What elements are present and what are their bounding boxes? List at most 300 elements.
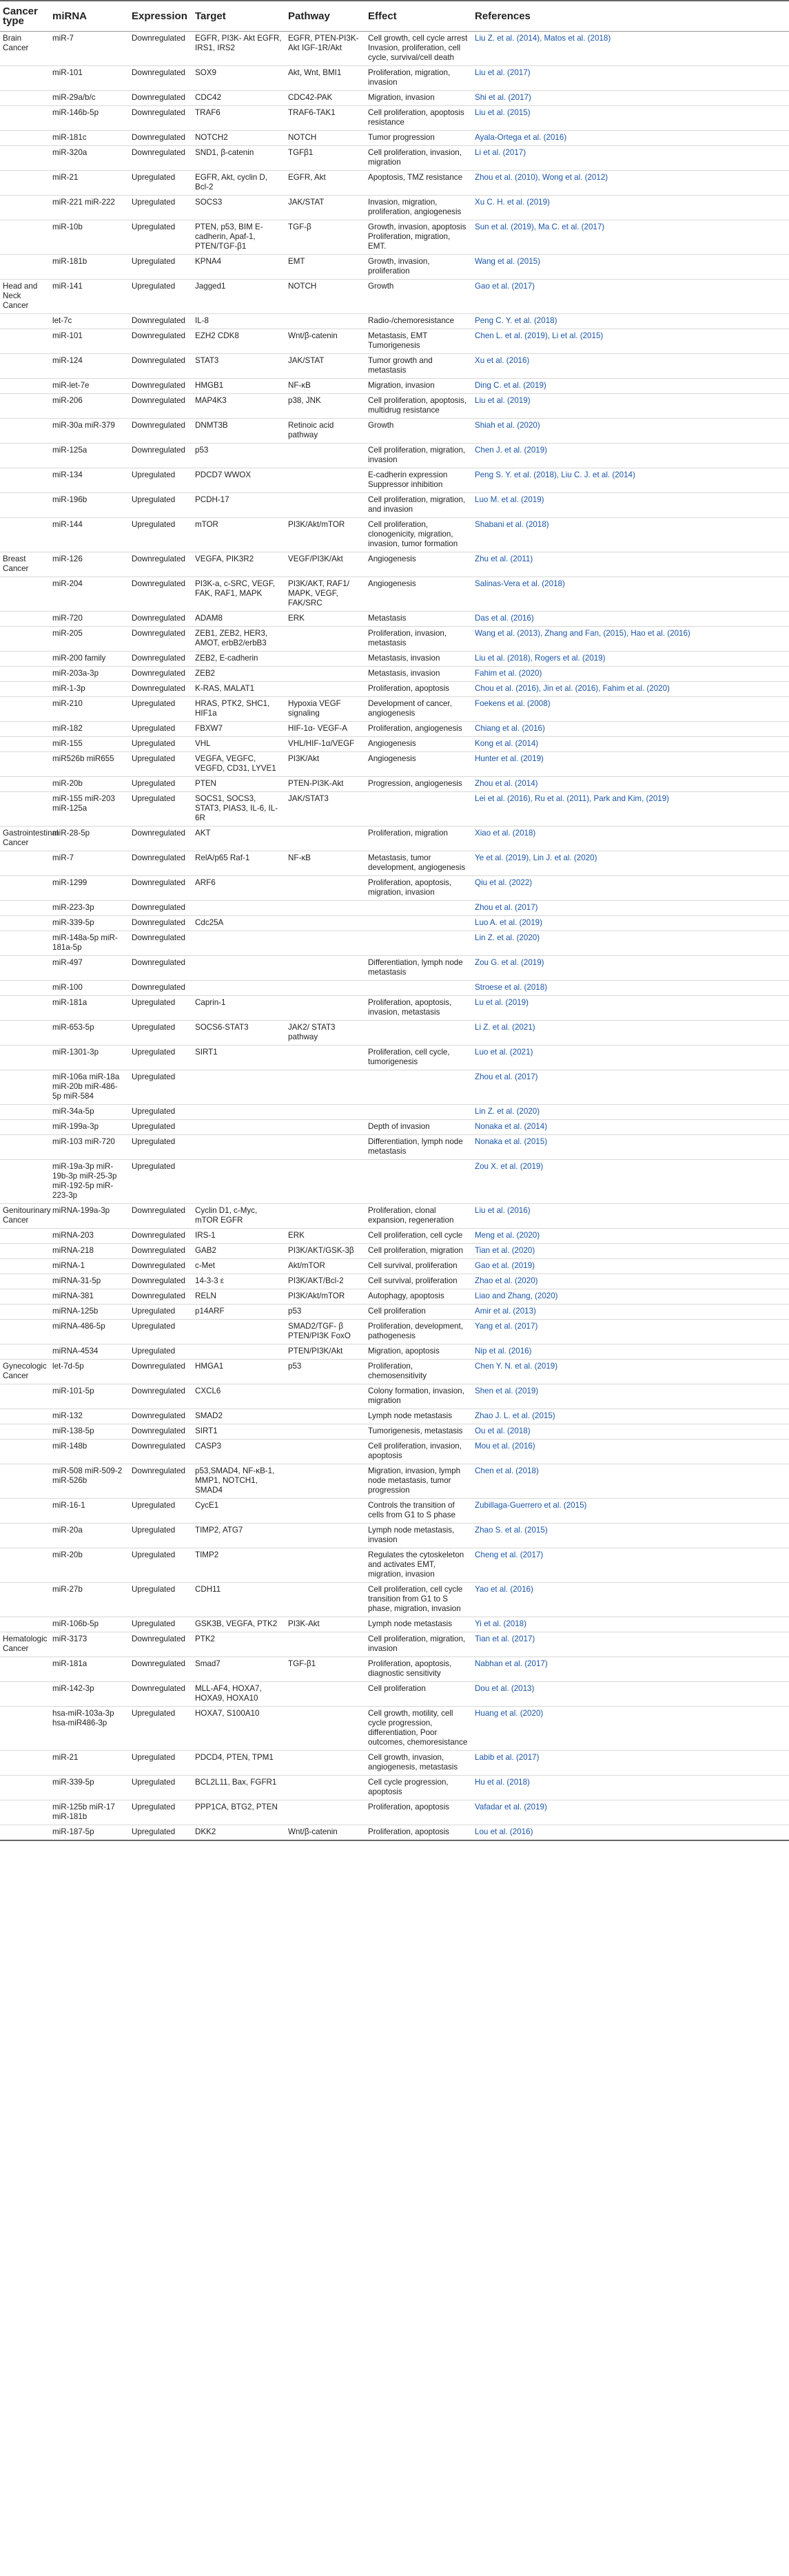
mirna-cell: miR526b miR655 [50, 752, 129, 777]
pathway-cell [285, 493, 365, 518]
target-cell: Jagged1 [192, 280, 285, 314]
expression-cell: Downregulated [129, 916, 192, 931]
effect-cell [365, 1070, 472, 1105]
table-row [0, 667, 789, 682]
expression-cell: Downregulated [129, 66, 192, 91]
mirna-cell: miR-124 [50, 354, 129, 379]
reference-link[interactable]: Lin Z. et al. (2020) [472, 931, 789, 956]
reference-link[interactable]: Luo M. et al. (2019) [472, 493, 789, 518]
target-cell: SOX9 [192, 66, 285, 91]
cancer-type-cell [0, 1135, 50, 1160]
pathway-cell: PI3K/Akt/mTOR [285, 518, 365, 552]
target-cell [192, 1344, 285, 1360]
reference-link[interactable]: Labib et al. (2017) [472, 1751, 789, 1776]
table-row [0, 1657, 789, 1682]
mirna-cell: miRNA-125b [50, 1305, 129, 1320]
mirna-cell: miR-let-7e [50, 379, 129, 394]
mirna-cell: miR-205 [50, 627, 129, 652]
expression-cell: Downregulated [129, 329, 192, 354]
effect-cell: Controls the transition of cells from G1 to S phase [365, 1499, 472, 1524]
target-cell: HOXA7, S100A10 [192, 1707, 285, 1751]
pathway-cell [285, 1751, 365, 1776]
reference-link[interactable]: Salinas-Vera et al. (2018) [472, 577, 789, 612]
reference-link[interactable]: Tian et al. (2017) [472, 1632, 789, 1657]
mirna-cell: miR-125a [50, 444, 129, 468]
table-row [0, 682, 789, 697]
target-cell: VEGFA, PIK3R2 [192, 552, 285, 577]
reference-link[interactable]: Kong et al. (2014) [472, 737, 789, 752]
cancer-type-cell [0, 106, 50, 131]
pathway-cell: PI3K/AKT/GSK-3β [285, 1244, 365, 1259]
reference-link[interactable]: Hu et al. (2018) [472, 1776, 789, 1800]
table-row [0, 1360, 789, 1384]
pathway-cell: Akt, Wnt, BMI1 [285, 66, 365, 91]
pathway-cell [285, 931, 365, 956]
reference-link[interactable]: Liu Z. et al. (2014), Matos et al. (2018) [472, 32, 789, 66]
reference-link[interactable]: Luo et al. (2021) [472, 1046, 789, 1070]
cancer-type-cell [0, 220, 50, 255]
reference-link[interactable]: Xu C. H. et al. (2019) [472, 196, 789, 220]
table-row [0, 171, 789, 196]
target-cell: CDC42 [192, 91, 285, 106]
reference-link[interactable]: Zou G. et al. (2019) [472, 956, 789, 981]
target-cell: ADAM8 [192, 612, 285, 627]
table-row [0, 1707, 789, 1751]
mirna-cell: miR-16-1 [50, 1499, 129, 1524]
cancer-type-cell [0, 1305, 50, 1320]
mirna-cell: let-7c [50, 314, 129, 329]
target-cell: RelA/p65 Raf-1 [192, 851, 285, 876]
expression-cell: Upregulated [129, 1800, 192, 1825]
effect-cell: Colony formation, invasion, migration [365, 1384, 472, 1409]
expression-cell: Downregulated [129, 379, 192, 394]
cancer-type-cell: Breast Cancer [0, 552, 50, 577]
table-row [0, 280, 789, 314]
expression-cell: Downregulated [129, 1657, 192, 1682]
target-cell: PTEN, p53, BIM E-cadherin, Apaf-1, PTEN/TGF-β1 [192, 220, 285, 255]
mirna-cell: miRNA-199a-3p [50, 1204, 129, 1229]
target-cell: HMGB1 [192, 379, 285, 394]
effect-cell: Lymph node metastasis, invasion [365, 1524, 472, 1548]
reference-link[interactable]: Cheng et al. (2017) [472, 1548, 789, 1583]
cancer-type-cell [0, 91, 50, 106]
target-cell: MLL-AF4, HOXA7, HOXA9, HOXA10 [192, 1682, 285, 1707]
reference-link[interactable]: Peng C. Y. et al. (2018) [472, 314, 789, 329]
table-row [0, 901, 789, 916]
reference-link[interactable]: Vafadar et al. (2019) [472, 1800, 789, 1825]
reference-link[interactable]: Zhou et al. (2017) [472, 901, 789, 916]
reference-link[interactable]: Shi et al. (2017) [472, 91, 789, 106]
reference-link[interactable]: Nip et al. (2016) [472, 1344, 789, 1360]
cancer-type-cell [0, 1617, 50, 1632]
effect-cell: Cell proliferation, clonogenicity, migration, invasion, tumor formation [365, 518, 472, 552]
target-cell: ZEB2, E-cadherin [192, 652, 285, 667]
expression-cell: Upregulated [129, 1583, 192, 1617]
mirna-cell: miRNA-381 [50, 1289, 129, 1305]
table-row [0, 146, 789, 171]
mirna-cell: miR-199a-3p [50, 1120, 129, 1135]
table-header [0, 1, 789, 32]
reference-link[interactable]: Meng et al. (2020) [472, 1229, 789, 1244]
cancer-type-cell [0, 146, 50, 171]
reference-link[interactable]: Lu et al. (2019) [472, 996, 789, 1021]
effect-cell: Metastasis [365, 612, 472, 627]
mirna-cell: miR-1-3p [50, 682, 129, 697]
mirna-cell: miR-144 [50, 518, 129, 552]
target-cell: EGFR, PI3K- Akt EGFR, IRS1, IRS2 [192, 32, 285, 66]
mirna-cell: miR-125b miR-17 miR-181b [50, 1800, 129, 1825]
cancer-type-cell [0, 612, 50, 627]
reference-link[interactable]: Chen et al. (2018) [472, 1464, 789, 1499]
expression-cell: Downregulated [129, 652, 192, 667]
target-cell: CDH11 [192, 1583, 285, 1617]
reference-link[interactable]: Hunter et al. (2019) [472, 752, 789, 777]
mirna-cell: miR-20b [50, 777, 129, 792]
expression-cell: Downregulated [129, 1259, 192, 1274]
table-row [0, 1800, 789, 1825]
table-row [0, 419, 789, 444]
cancer-type-cell: Brain Cancer [0, 32, 50, 66]
pathway-cell [285, 1120, 365, 1135]
pathway-cell: PI3K/Akt/mTOR [285, 1289, 365, 1305]
reference-link[interactable]: Lin Z. et al. (2020) [472, 1105, 789, 1120]
reference-link[interactable]: Nonaka et al. (2015) [472, 1135, 789, 1160]
reference-link[interactable]: Stroese et al. (2018) [472, 981, 789, 996]
mirna-cell: miR-126 [50, 552, 129, 577]
reference-link[interactable]: Peng S. Y. et al. (2018), Liu C. J. et al. (2014) [472, 468, 789, 493]
expression-cell: Downregulated [129, 106, 192, 131]
table-row [0, 1776, 789, 1800]
reference-link[interactable]: Liu et al. (2015) [472, 106, 789, 131]
reference-link[interactable]: Shen et al. (2019) [472, 1384, 789, 1409]
pathway-cell: Akt/mTOR [285, 1259, 365, 1274]
target-cell: K-RAS, MALAT1 [192, 682, 285, 697]
pathway-cell: PI3K-Akt [285, 1617, 365, 1632]
expression-cell: Downregulated [129, 1384, 192, 1409]
pathway-cell: VEGF/PI3K/Akt [285, 552, 365, 577]
target-cell: AKT [192, 827, 285, 851]
expression-cell: Upregulated [129, 1120, 192, 1135]
table-row [0, 722, 789, 737]
cancer-type-cell [0, 777, 50, 792]
expression-cell: Upregulated [129, 1320, 192, 1344]
reference-link[interactable]: Zhao et al. (2020) [472, 1274, 789, 1289]
table-row [0, 612, 789, 627]
table-row [0, 737, 789, 752]
effect-cell: Growth, invasion, proliferation [365, 255, 472, 280]
cancer-type-cell [0, 131, 50, 146]
expression-cell: Upregulated [129, 1707, 192, 1751]
mirna-cell: miR-101 [50, 329, 129, 354]
pathway-cell: p38, JNK [285, 394, 365, 419]
mirna-cell: miR-100 [50, 981, 129, 996]
reference-link[interactable]: Liu et al. (2016) [472, 1204, 789, 1229]
cancer-type-cell [0, 1046, 50, 1070]
effect-cell: Proliferation, apoptosis, migration, invasion [365, 876, 472, 901]
mirna-cell: miRNA-203 [50, 1229, 129, 1244]
table-row [0, 1229, 789, 1244]
table-row [0, 851, 789, 876]
mirna-cell: miR-204 [50, 577, 129, 612]
cancer-type-cell [0, 1583, 50, 1617]
mirna-cell: miR-146b-5p [50, 106, 129, 131]
reference-link[interactable]: Wang et al. (2013), Zhang and Fan, (2015), Hao et al. (2016) [472, 627, 789, 652]
effect-cell: Cell proliferation, cell cycle [365, 1229, 472, 1244]
effect-cell: Cell proliferation, apoptosis, multidrug resistance [365, 394, 472, 419]
mirna-cell: miR-19a-3p miR-19b-3p miR-25-3p miR-192-5p miR-223-3p [50, 1160, 129, 1204]
effect-cell: Cell proliferation, migration [365, 1244, 472, 1259]
table-row [0, 329, 789, 354]
reference-link[interactable]: Zubillaga-Guerrero et al. (2015) [472, 1499, 789, 1524]
mirna-cell: miR-720 [50, 612, 129, 627]
table-row [0, 518, 789, 552]
target-cell: PTEN [192, 777, 285, 792]
table-row [0, 1244, 789, 1259]
expression-cell: Upregulated [129, 1776, 192, 1800]
reference-link[interactable]: Liu et al. (2019) [472, 394, 789, 419]
cancer-type-cell [0, 444, 50, 468]
cancer-type-cell [0, 577, 50, 612]
cancer-type-cell: Hematologic Cancer [0, 1632, 50, 1657]
pathway-cell: JAK2/ STAT3 pathway [285, 1021, 365, 1046]
pathway-cell [285, 652, 365, 667]
expression-cell: Upregulated [129, 722, 192, 737]
pathway-cell: TGFβ1 [285, 146, 365, 171]
target-cell: GAB2 [192, 1244, 285, 1259]
table-row [0, 981, 789, 996]
reference-link[interactable]: Liu et al. (2017) [472, 66, 789, 91]
mirna-cell: miR-508 miR-509-2 miR-526b [50, 1464, 129, 1499]
mirna-cell: miR-155 [50, 737, 129, 752]
mirna-cell: miR-1299 [50, 876, 129, 901]
reference-link[interactable]: Wang et al. (2015) [472, 255, 789, 280]
cancer-type-cell [0, 1524, 50, 1548]
mirna-cell: miR-182 [50, 722, 129, 737]
table-row [0, 1320, 789, 1344]
pathway-cell: p53 [285, 1360, 365, 1384]
reference-link[interactable]: Xiao et al. (2018) [472, 827, 789, 851]
mirna-cell: miR-339-5p [50, 916, 129, 931]
mirna-cell: miR-155 miR-203 miR-125a [50, 792, 129, 827]
cancer-type-cell [0, 1464, 50, 1499]
reference-link[interactable]: Foekens et al. (2008) [472, 697, 789, 722]
target-cell: PTK2 [192, 1632, 285, 1657]
expression-cell: Downregulated [129, 131, 192, 146]
reference-link[interactable]: Sun et al. (2019), Ma C. et al. (2017) [472, 220, 789, 255]
cancer-type-cell [0, 1682, 50, 1707]
reference-link[interactable]: Liu et al. (2018), Rogers et al. (2019) [472, 652, 789, 667]
table-row [0, 394, 789, 419]
cancer-type-cell: Genitourinary Cancer [0, 1204, 50, 1229]
expression-cell: Downregulated [129, 91, 192, 106]
effect-cell: Proliferation, angiogenesis [365, 722, 472, 737]
pathway-cell: Wnt/β-catenin [285, 329, 365, 354]
pathway-cell: HIF-1α- VEGF-A [285, 722, 365, 737]
target-cell: NOTCH2 [192, 131, 285, 146]
reference-link[interactable]: Zhao S. et al. (2015) [472, 1524, 789, 1548]
mirna-cell: miRNA-1 [50, 1259, 129, 1274]
reference-link[interactable]: Yi et al. (2018) [472, 1617, 789, 1632]
reference-link[interactable]: Chiang et al. (2016) [472, 722, 789, 737]
reference-link[interactable]: Zou X. et al. (2019) [472, 1160, 789, 1204]
reference-link[interactable]: Mou et al. (2016) [472, 1440, 789, 1464]
reference-link[interactable]: Nonaka et al. (2014) [472, 1120, 789, 1135]
target-cell [192, 931, 285, 956]
reference-link[interactable]: Chen Y. N. et al. (2019) [472, 1360, 789, 1384]
mirna-cell: miR-148b [50, 1440, 129, 1464]
reference-link[interactable]: Ayala-Ortega et al. (2016) [472, 131, 789, 146]
expression-cell: Upregulated [129, 777, 192, 792]
table-row [0, 131, 789, 146]
target-cell: SOCS1, SOCS3, STAT3, PIAS3, IL-6, IL-6R [192, 792, 285, 827]
pathway-cell: NF-κB [285, 851, 365, 876]
target-cell: SIRT1 [192, 1046, 285, 1070]
cancer-type-cell [0, 1289, 50, 1305]
expression-cell: Upregulated [129, 196, 192, 220]
pathway-cell: ERK [285, 612, 365, 627]
effect-cell: Tumor growth and metastasis [365, 354, 472, 379]
reference-link[interactable]: Luo A. et al. (2019) [472, 916, 789, 931]
reference-link[interactable]: Zhou et al. (2014) [472, 777, 789, 792]
reference-link[interactable]: Li Z. et al. (2021) [472, 1021, 789, 1046]
cancer-type-cell [0, 468, 50, 493]
reference-link[interactable]: Zhu et al. (2011) [472, 552, 789, 577]
pathway-cell [285, 1046, 365, 1070]
effect-cell: Cell growth, motility, cell cycle progression, differentiation, Poor outcomes, chemoresistance [365, 1707, 472, 1751]
table-row [0, 1548, 789, 1583]
reference-link[interactable]: Amir et al. (2013) [472, 1305, 789, 1320]
cancer-type-cell [0, 1384, 50, 1409]
cancer-type-cell [0, 652, 50, 667]
mirna-cell: miR-141 [50, 280, 129, 314]
header-cancer-type: Cancer type [0, 1, 50, 32]
reference-link[interactable]: Shiah et al. (2020) [472, 419, 789, 444]
reference-link[interactable]: Zhou et al. (2017) [472, 1070, 789, 1105]
cancer-type-cell [0, 916, 50, 931]
cancer-type-cell [0, 697, 50, 722]
mirna-cell: miR-1301-3p [50, 1046, 129, 1070]
reference-link[interactable]: Chen J. et al. (2019) [472, 444, 789, 468]
expression-cell: Upregulated [129, 1548, 192, 1583]
table-row [0, 1617, 789, 1632]
pathway-cell [285, 916, 365, 931]
table-row [0, 1135, 789, 1160]
target-cell: HRAS, PTK2, SHC1, HIF1a [192, 697, 285, 722]
reference-link[interactable]: Fahim et al. (2020) [472, 667, 789, 682]
table-row [0, 1424, 789, 1440]
table-row [0, 1105, 789, 1120]
effect-cell: Metastasis, tumor development, angiogenesis [365, 851, 472, 876]
reference-link[interactable]: Dou et al. (2013) [472, 1682, 789, 1707]
expression-cell: Upregulated [129, 1825, 192, 1841]
mirna-cell: miR-29a/b/c [50, 91, 129, 106]
reference-link[interactable]: Yang et al. (2017) [472, 1320, 789, 1344]
reference-link[interactable]: Lou et al. (2016) [472, 1825, 789, 1841]
cancer-type-cell [0, 493, 50, 518]
reference-link[interactable]: Chen L. et al. (2019), Li et al. (2015) [472, 329, 789, 354]
target-cell: c-Met [192, 1259, 285, 1274]
reference-link[interactable]: Ding C. et al. (2019) [472, 379, 789, 394]
table-row [0, 255, 789, 280]
reference-link[interactable]: Gao et al. (2017) [472, 280, 789, 314]
table-row [0, 1384, 789, 1409]
expression-cell: Downregulated [129, 1244, 192, 1259]
pathway-cell: NF-κB [285, 379, 365, 394]
header-effect: Effect [365, 1, 472, 32]
reference-link[interactable]: Qiu et al. (2022) [472, 876, 789, 901]
cancer-type-cell [0, 876, 50, 901]
target-cell: VHL [192, 737, 285, 752]
mirna-cell: miR-21 [50, 171, 129, 196]
cancer-type-cell [0, 752, 50, 777]
cancer-type-cell [0, 1021, 50, 1046]
reference-link[interactable]: Yao et al. (2016) [472, 1583, 789, 1617]
target-cell: ZEB1, ZEB2, HER3, AMOT, erbB2/erbB3 [192, 627, 285, 652]
target-cell: TIMP2, ATG7 [192, 1524, 285, 1548]
reference-link[interactable]: Das et al. (2016) [472, 612, 789, 627]
reference-link[interactable]: Nabhan et al. (2017) [472, 1657, 789, 1682]
expression-cell: Upregulated [129, 255, 192, 280]
cancer-type-cell [0, 171, 50, 196]
effect-cell: Proliferation, apoptosis, diagnostic sensitivity [365, 1657, 472, 1682]
target-cell: DNMT3B [192, 419, 285, 444]
reference-link[interactable]: Tian et al. (2020) [472, 1244, 789, 1259]
expression-cell: Downregulated [129, 552, 192, 577]
pathway-cell: JAK/STAT [285, 196, 365, 220]
cancer-type-cell [0, 1320, 50, 1344]
target-cell: STAT3 [192, 354, 285, 379]
expression-cell: Upregulated [129, 1524, 192, 1548]
pathway-cell: p53 [285, 1305, 365, 1320]
reference-link[interactable]: Ou et al. (2018) [472, 1424, 789, 1440]
target-cell: KPNA4 [192, 255, 285, 280]
reference-link[interactable]: Huang et al. (2020) [472, 1707, 789, 1751]
table-row [0, 220, 789, 255]
mirna-cell: miR-106a miR-18a miR-20b miR-486-5p miR-584 [50, 1070, 129, 1105]
reference-link[interactable]: Gao et al. (2019) [472, 1259, 789, 1274]
cancer-type-cell [0, 956, 50, 981]
pathway-cell: NOTCH [285, 280, 365, 314]
reference-link[interactable]: Zhao J. L. et al. (2015) [472, 1409, 789, 1424]
reference-link[interactable]: Lei et al. (2016), Ru et al. (2011), Park and Kim, (2019) [472, 792, 789, 827]
reference-link[interactable]: Shabani et al. (2018) [472, 518, 789, 552]
mirna-cell: miRNA-31-5p [50, 1274, 129, 1289]
table-row [0, 931, 789, 956]
cancer-type-cell [0, 1548, 50, 1583]
reference-link[interactable]: Ye et al. (2019), Lin J. et al. (2020) [472, 851, 789, 876]
pathway-cell: JAK/STAT [285, 354, 365, 379]
pathway-cell [285, 956, 365, 981]
cancer-type-cell [0, 1259, 50, 1274]
reference-link[interactable]: Xu et al. (2016) [472, 354, 789, 379]
pathway-cell: JAK/STAT3 [285, 792, 365, 827]
table-row [0, 1274, 789, 1289]
expression-cell: Upregulated [129, 1070, 192, 1105]
pathway-cell [285, 901, 365, 916]
reference-link[interactable]: Liao and Zhang, (2020) [472, 1289, 789, 1305]
target-cell [192, 1135, 285, 1160]
reference-link[interactable]: Li et al. (2017) [472, 146, 789, 171]
effect-cell: Cell survival, proliferation [365, 1274, 472, 1289]
pathway-cell: TGF-β1 [285, 1657, 365, 1682]
reference-link[interactable]: Chou et al. (2016), Jin et al. (2016), Fahim et al. (2020) [472, 682, 789, 697]
expression-cell: Downregulated [129, 876, 192, 901]
target-cell: SIRT1 [192, 1424, 285, 1440]
effect-cell: Cell proliferation, invasion, migration [365, 146, 472, 171]
reference-link[interactable]: Zhou et al. (2010), Wong et al. (2012) [472, 171, 789, 196]
table-row [0, 577, 789, 612]
expression-cell: Downregulated [129, 419, 192, 444]
